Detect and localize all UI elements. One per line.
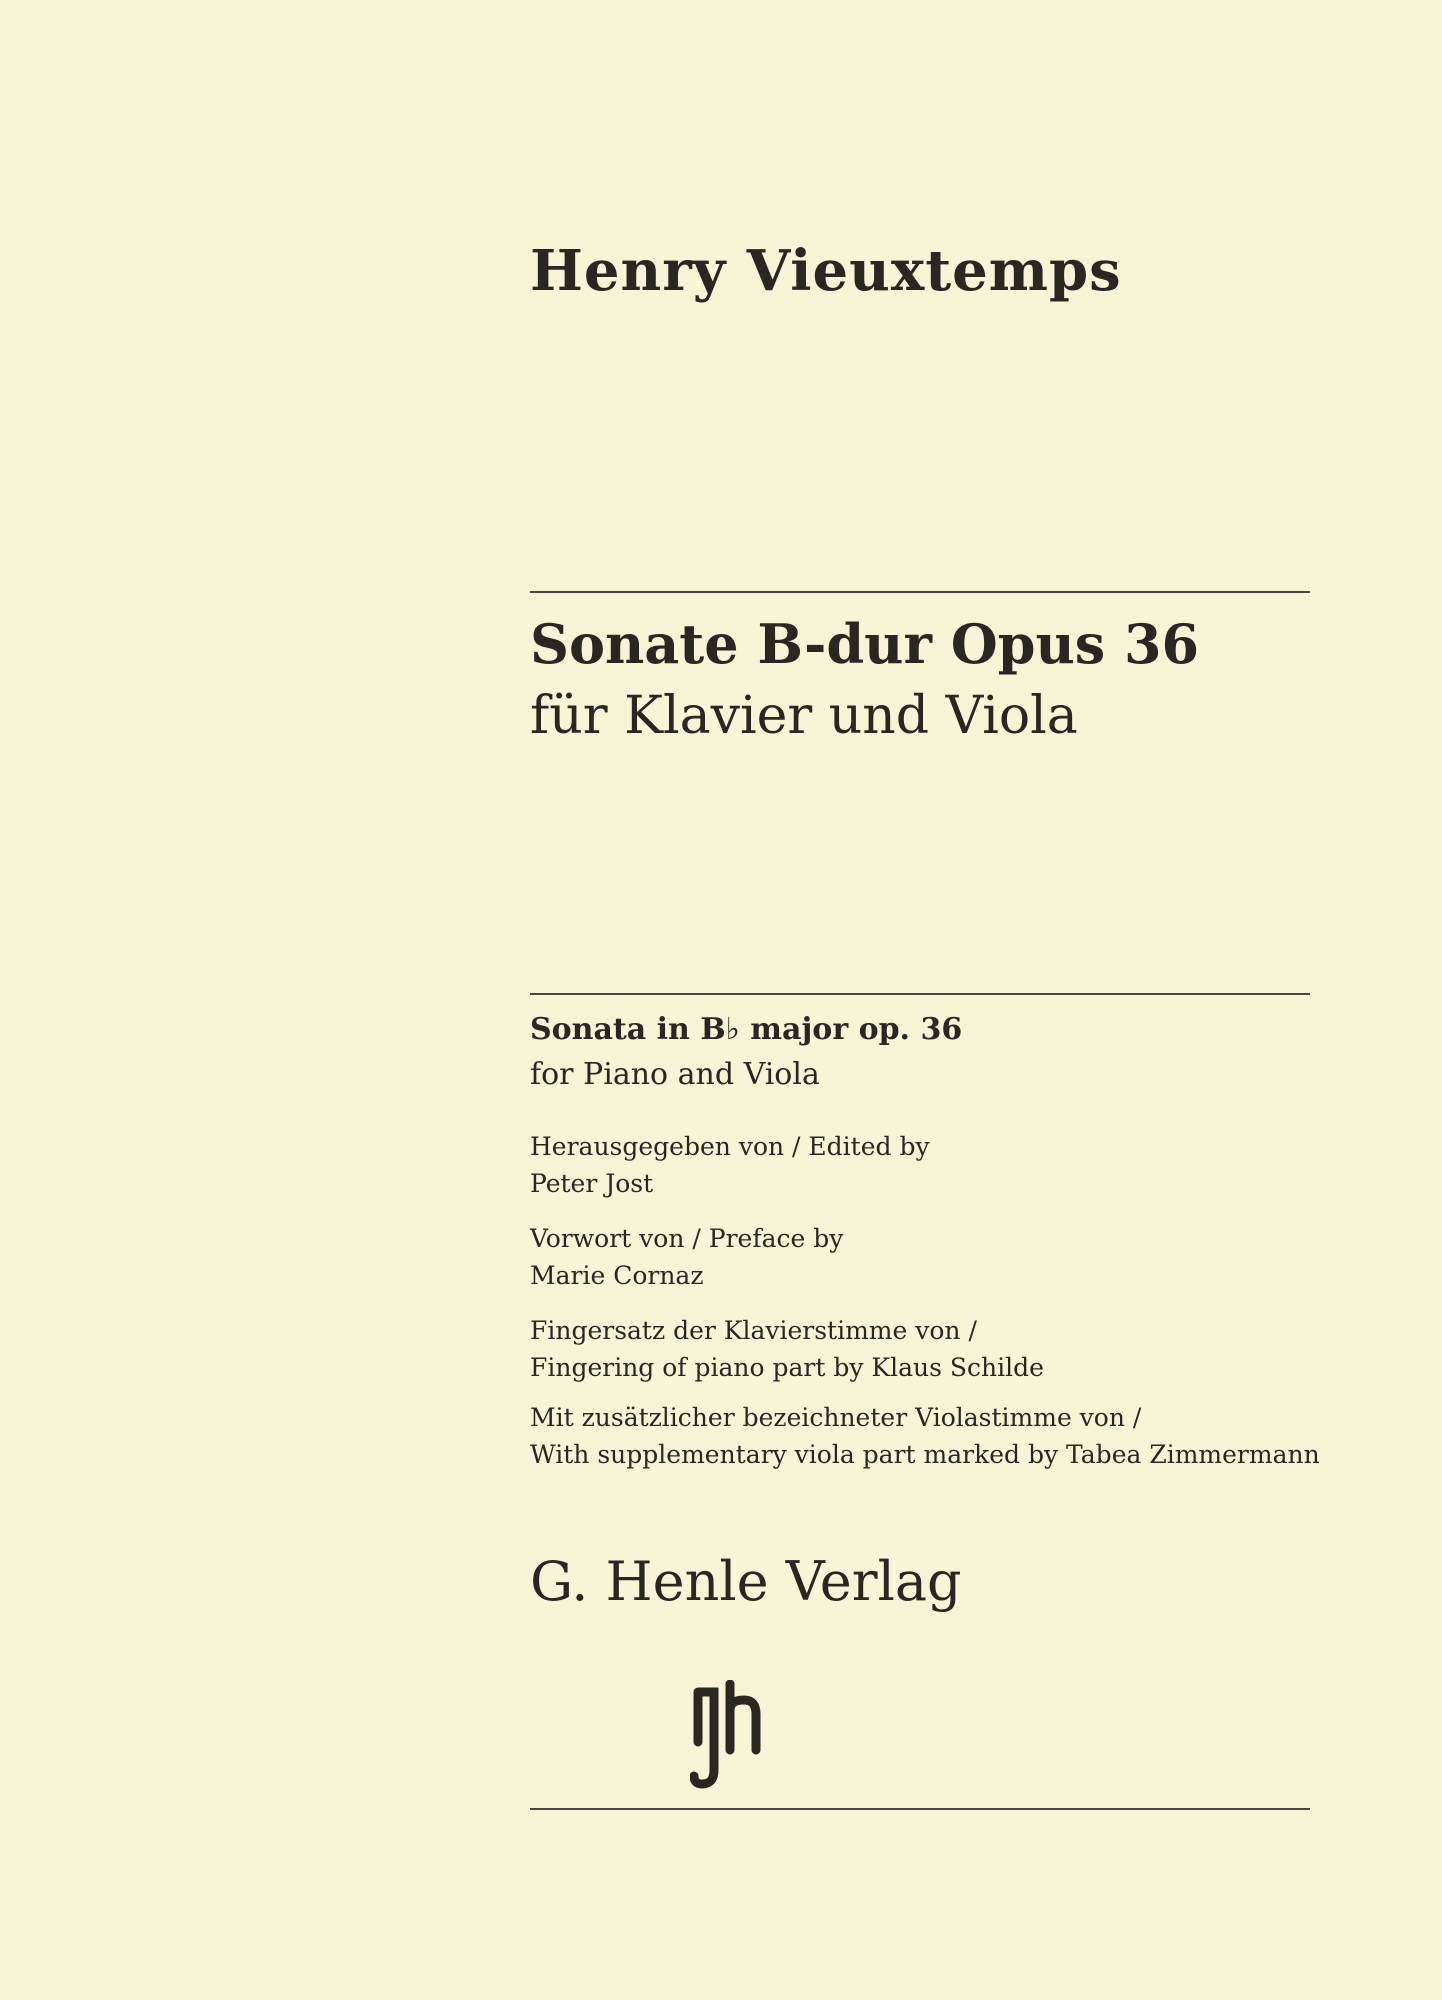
publisher-name: G. Henle Verlag	[530, 1550, 962, 1613]
composer-name: Henry Vieuxtemps	[530, 238, 1122, 304]
title-german: Sonate B-dur Opus 36	[530, 612, 1200, 676]
credit-preface-label: Vorwort von / Preface by	[530, 1224, 844, 1253]
credit-preface-name: Marie Cornaz	[530, 1261, 704, 1290]
credit-fingering-label: Fingersatz der Klavierstimme von /	[530, 1316, 977, 1345]
divider-bottom	[530, 1808, 1310, 1810]
credit-preface	[530, 1220, 843, 1294]
divider-top	[530, 591, 1310, 593]
credit-viola-part-label: Mit zusätzlicher bezeichneter Violastimme von /	[530, 1403, 1142, 1432]
credit-editor-label: Herausgegeben von / Edited by	[530, 1132, 930, 1161]
credit-fingering-name: Fingering of piano part by Klaus Schilde	[530, 1353, 1044, 1382]
subtitle-german: für Klavier und Viola	[530, 686, 1078, 746]
credit-editor-name: Peter Jost	[530, 1169, 654, 1198]
credit-viola-part	[530, 1399, 1320, 1473]
title-english: Sonata in B♭ major op. 36	[530, 1012, 963, 1047]
henle-logo-icon	[690, 1680, 770, 1790]
credit-fingering	[530, 1312, 1044, 1386]
credit-viola-part-name: With supplementary viola part marked by Tabea Zimmermann	[530, 1440, 1320, 1469]
divider-middle	[530, 993, 1310, 995]
subtitle-english: for Piano and Viola	[530, 1057, 820, 1092]
credit-editor	[530, 1128, 930, 1202]
